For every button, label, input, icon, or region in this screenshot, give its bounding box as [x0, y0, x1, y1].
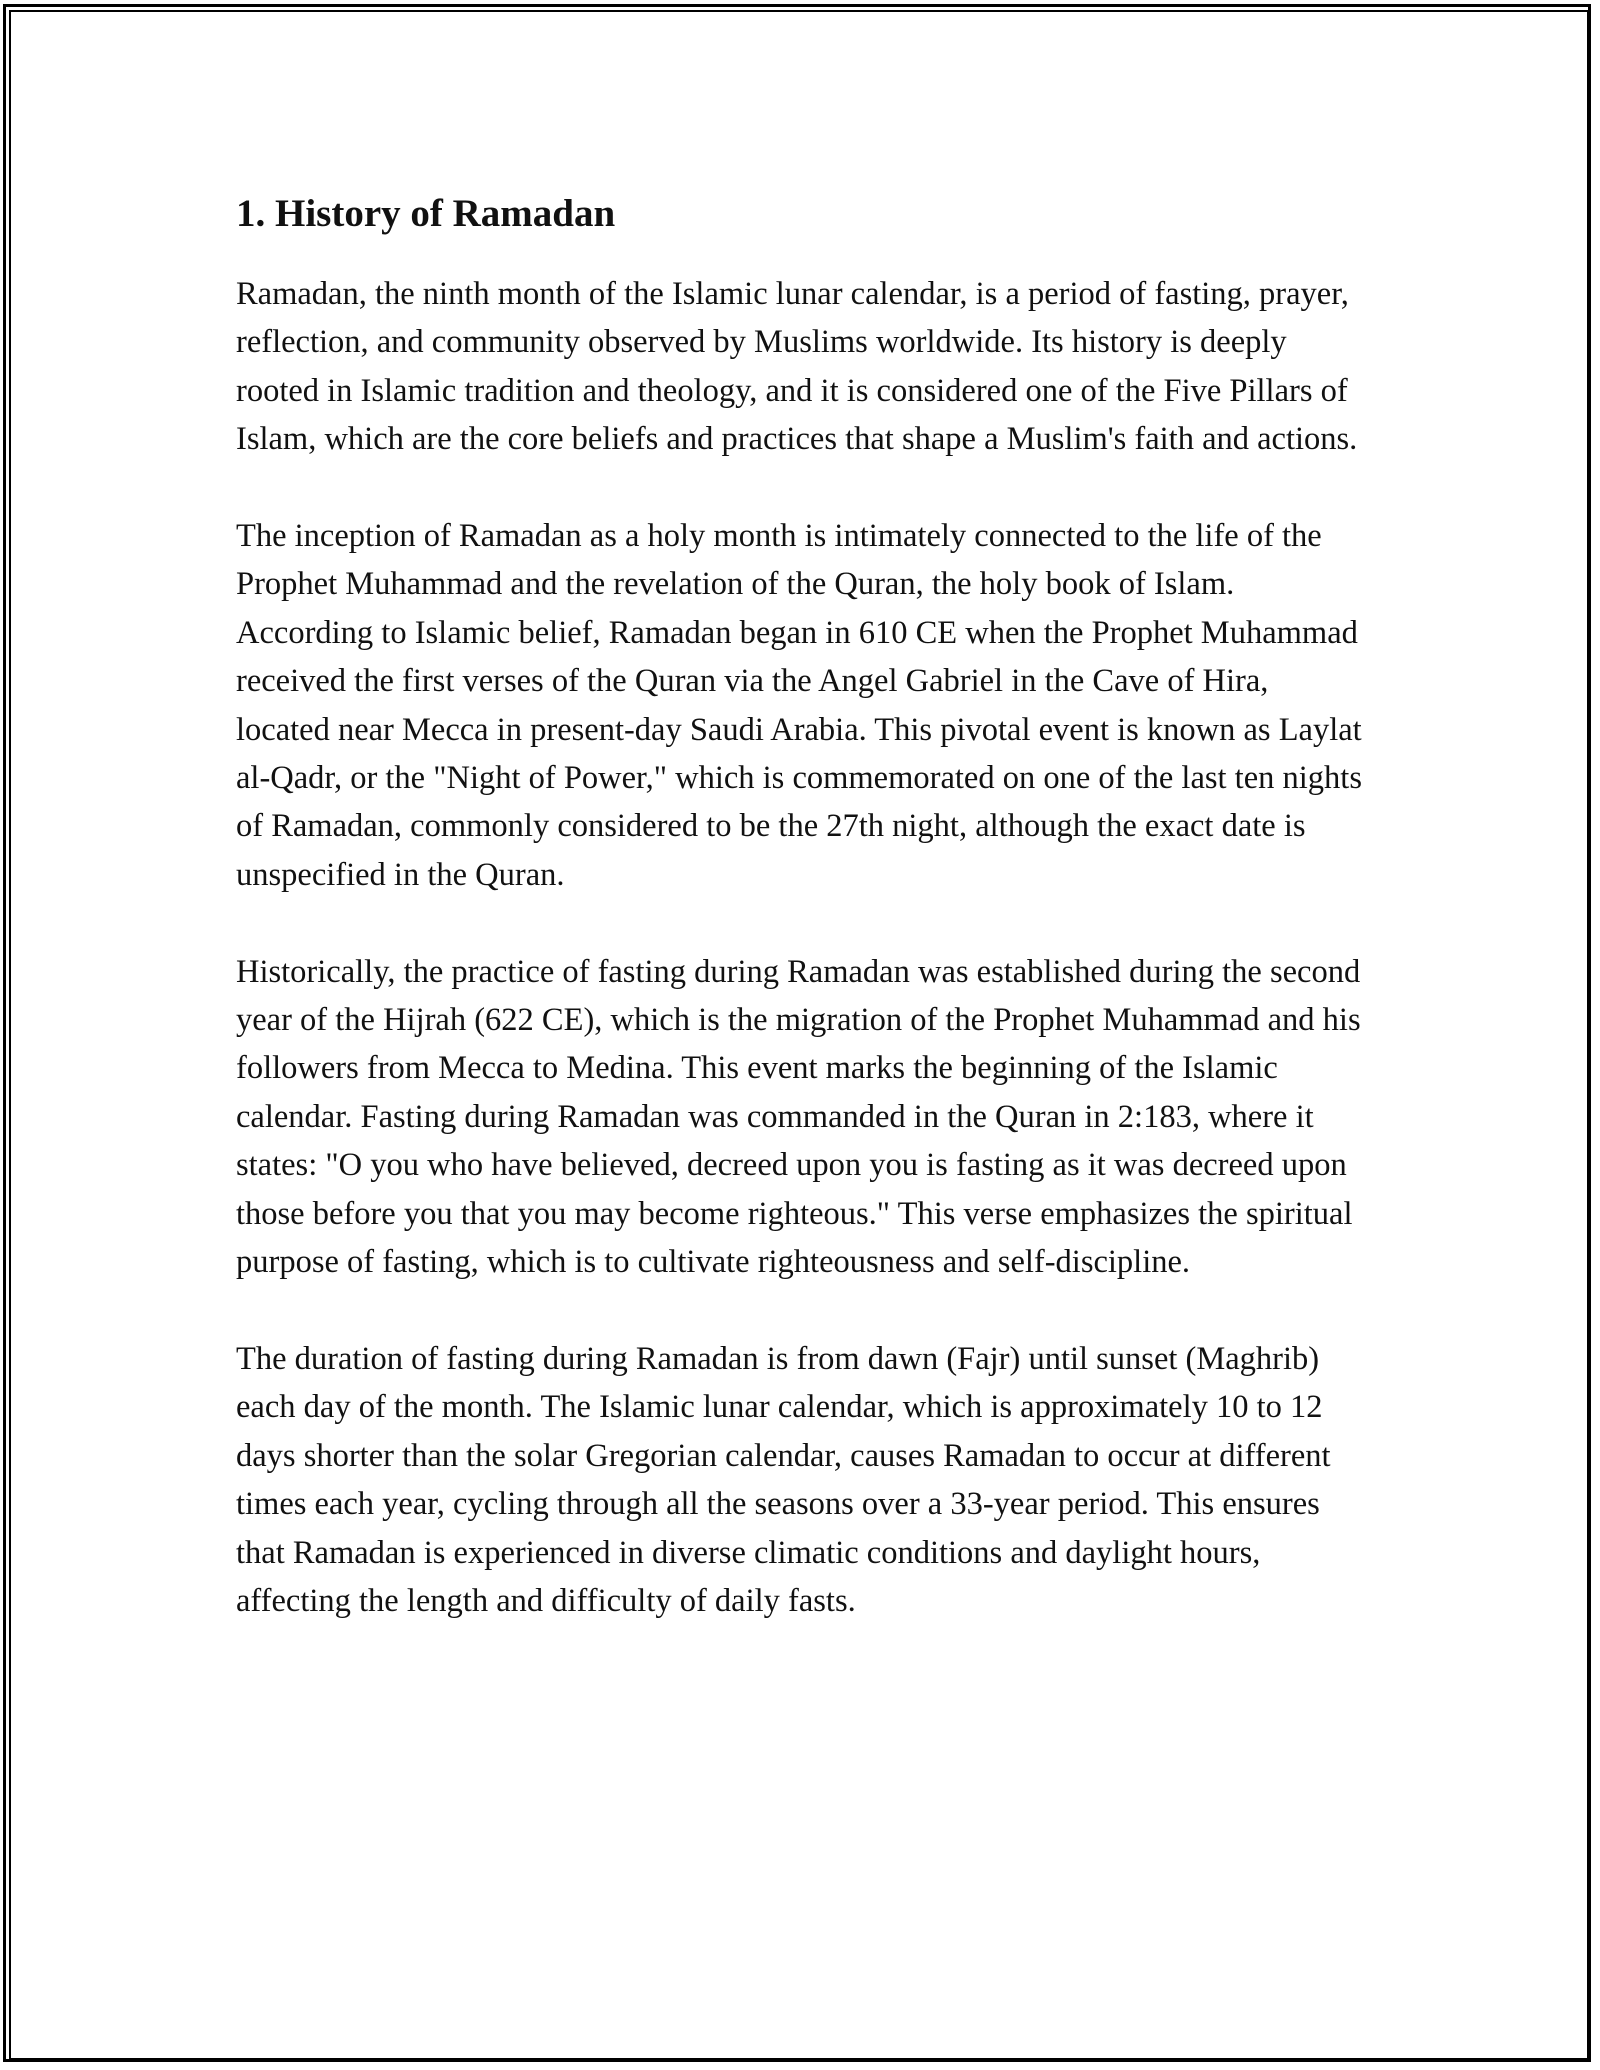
- paragraph-historical-practice: Historically, the practice of fasting during Ramadan was established during the second year of the Hijrah (622 CE), which is the migration of the Prophet Muhammad and his followers from Mecca to Medina. This event marks the beginning of the Islamic calendar. Fasting during Ramadan was commanded in the Quran in 2:183, where it states: "O you who have believed, decreed upon you is fasting as it was decreed upon those before you that you may become righteous." This verse emphasizes the spiritual purpose of fasting, which is to cultivate righteousness and self-discipline.: [236, 953, 1361, 1281]
- section-heading: 1. History of Ramadan: [236, 192, 616, 235]
- paragraph-duration: The duration of fasting during Ramadan is from dawn (Fajr) until sunset (Maghrib) each day of the month. The Islamic lunar calendar, which is approximately 10 to 12 days shorter than the solar Gregorian calendar, causes Ramadan to occur at different times each year, cycling through all the seasons over a 33-year period. This ensures that Ramadan is experienced in diverse climatic conditions and daylight hours, affecting the length and difficulty of daily fasts.: [236, 1340, 1331, 1619]
- paragraph-inception: The inception of Ramadan as a holy month is intimately connected to the life of the Prophet Muhammad and the revelation of the Quran, the holy book of Islam. According to Islamic belief, Ramadan began in 610 CE when the Prophet Muhammad received the first verses of the Quran via the Angel Gabriel in the Cave of Hira, located near Mecca in present-day Saudi Arabia. This pivotal event is known as Laylat al-Qadr, or the "Night of Power," which is commemorated on one of the last ten nights of Ramadan, commonly considered to be the 27th night, although the exact date is unspecified in the Quran.: [236, 518, 1362, 893]
- document-body: [236, 186, 1366, 1674]
- paragraph-intro: Ramadan, the ninth month of the Islamic lunar calendar, is a period of fasting, prayer, reflection, and community observed by Muslims worldwide. Its history is deeply rooted in Islamic tradition and theology, and it is considered one of the Five Pillars of Islam, which are the core beliefs and practices that shape a Muslim's faith and actions.: [236, 276, 1358, 458]
